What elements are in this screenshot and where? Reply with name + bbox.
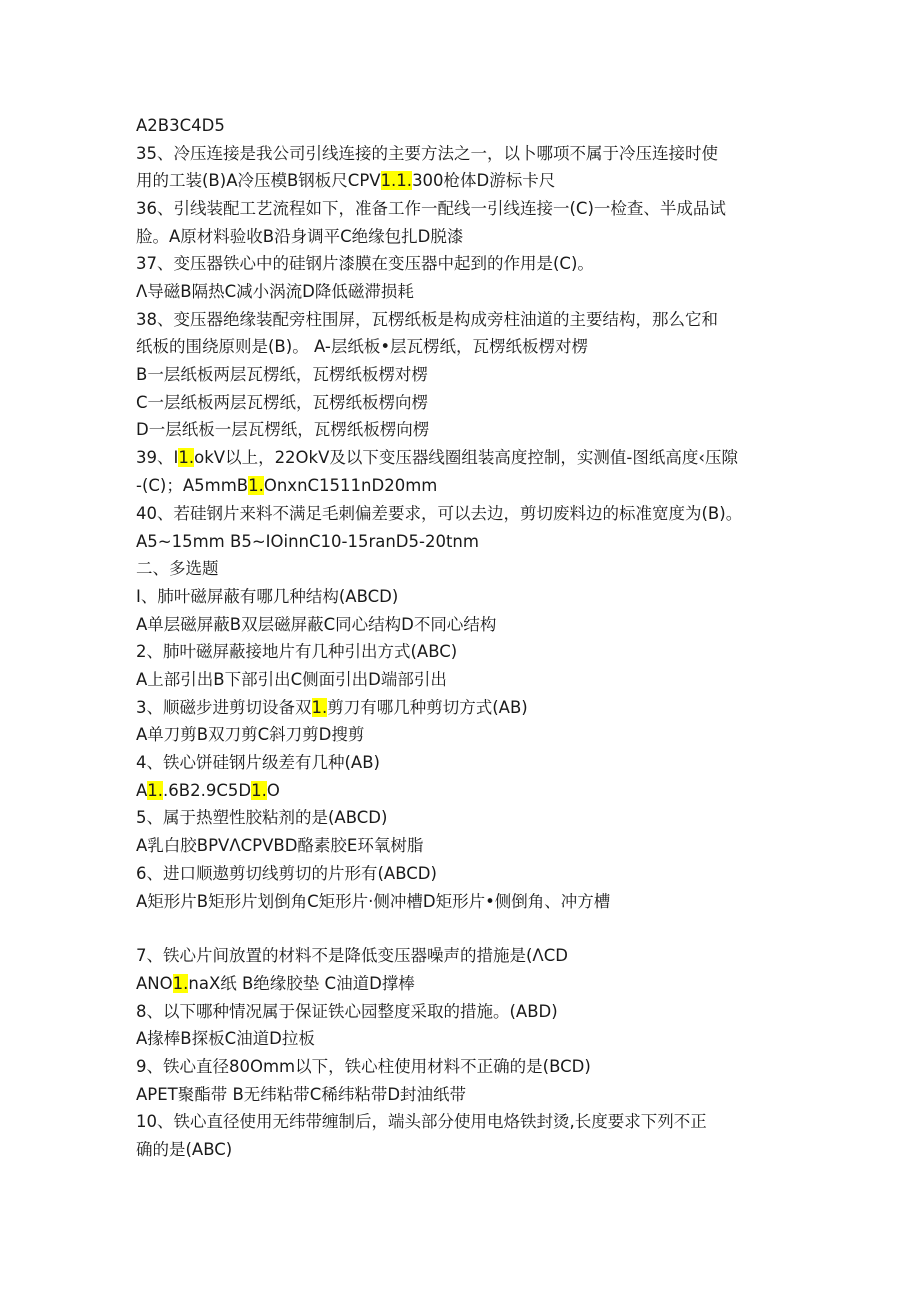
- line-text: 剪刀有哪几种剪切方式(AB): [327, 698, 528, 717]
- line-text: okV以上，22OkV及以下变压器线圈组装高度控制，实测值-图纸高度‹压隙: [194, 448, 738, 467]
- line-4: [136, 198, 726, 220]
- line-24: [136, 752, 380, 774]
- line-35: [136, 1084, 466, 1106]
- line-33: [136, 1028, 315, 1050]
- line-text: 35、冷压连接是我公司引线连接的主要方法之一，以卜哪项不属于冷压连接时使: [136, 144, 718, 163]
- line-37: [136, 1139, 232, 1161]
- line-text: naX纸 B绝缘胶垫 C油道D撑棒: [188, 974, 415, 993]
- highlighted-text: 1.1.: [380, 171, 413, 190]
- line-text: 用的工装(B)A冷压模B钢板尺CPV: [136, 171, 381, 190]
- line-34: [136, 1056, 591, 1078]
- line-text: 2、肺叶磁屏蔽接地片有几种引出方式(ABC): [136, 642, 458, 661]
- line-text: 纸板的围绕原则是(B)。 A-层纸板•层瓦楞纸，瓦楞纸板楞对楞: [136, 337, 589, 356]
- line-text: I、肺叶磁屏蔽有哪几种结构(ABCD): [136, 587, 399, 606]
- line-text: 8、以下哪种情况属于保证铁心园整度采取的措施。(ABD): [136, 1002, 558, 1021]
- line-text: 5、属于热塑性胶粘剂的是(ABCD): [136, 808, 388, 827]
- line-text: A5~15mm B5~IOinnC10-15ranD5-20tnm: [136, 532, 479, 551]
- line-text: A单刀剪B双刀剪C斜刀剪D搜剪: [136, 725, 365, 744]
- line-29: [136, 891, 610, 913]
- line-text: 4、铁心饼硅钢片级差有几种(AB): [136, 753, 380, 772]
- line-text: 10、铁心直径使用无纬带缠制后，端头部分使用电烙铁封烫,长度要求下列不正: [136, 1112, 707, 1131]
- line-text: Λ导磁B隔热C减小涡流D降低磁滞损耗: [136, 282, 414, 301]
- line-5: [136, 226, 463, 248]
- line-text: 38、变压器绝缘装配旁柱围屏，瓦楞纸板是构成旁柱油道的主要结构，那么它和: [136, 310, 718, 329]
- line-7: [136, 281, 414, 303]
- line-15: [136, 503, 742, 525]
- line-text: A掾棒B探板C油道D拉板: [136, 1029, 315, 1048]
- line-3: [136, 170, 555, 192]
- line-19: [136, 614, 496, 636]
- line-text: .6B2.9C5D: [163, 781, 252, 800]
- line-10: [136, 364, 428, 386]
- highlighted-text: 1.: [172, 974, 189, 993]
- line-text: O: [266, 781, 280, 800]
- line-16: [136, 531, 479, 553]
- line-text: A: [136, 781, 148, 800]
- line-22: [136, 697, 528, 719]
- line-text: 7、铁心片间放置的材料不是降低变压器噪声的措施是(ΛCD: [136, 946, 568, 965]
- line-text: 二、多选题: [136, 559, 219, 578]
- line-text: 脸。A原材料验收B沿身调平C绝缘包扎D脱漆: [136, 227, 464, 246]
- line-1: [136, 115, 225, 137]
- line-text: ANO: [136, 974, 173, 993]
- line-text: 9、铁心直径80Omm以下，铁心柱使用材料不正确的是(BCD): [136, 1057, 591, 1076]
- line-26: [136, 807, 387, 829]
- line-text: A矩形片B矩形片划倒角C矩形片·侧冲槽D矩形片•侧倒角、冲方槽: [136, 892, 611, 911]
- line-text: 40、若硅钢片来料不满足毛刺偏差要求，可以去边，剪切废料边的标准宽度为(B)。: [136, 504, 743, 523]
- line-text: A单层磁屏蔽B双层磁屏蔽C同心结构D不同心结构: [136, 615, 497, 634]
- line-18: [136, 586, 398, 608]
- line-31: [136, 973, 415, 995]
- line-text: 37、变压器铁心中的硅钢片漆膜在变压器中起到的作用是(C)。: [136, 254, 594, 273]
- line-6: [136, 253, 594, 275]
- highlighted-text: 1.: [311, 698, 328, 717]
- line-20: [136, 641, 457, 663]
- line-2: [136, 143, 718, 165]
- line-text: B一层纸板两层瓦楞纸，瓦楞纸板楞对楞: [136, 365, 428, 384]
- line-text: 36、引线装配工艺流程如下，准备工作一配线一引线连接一(C)一检查、半成品试: [136, 199, 726, 218]
- line-21: [136, 669, 447, 691]
- line-8: [136, 309, 718, 331]
- line-28: [136, 863, 437, 885]
- line-9: [136, 336, 588, 358]
- highlighted-text: 1.: [147, 781, 164, 800]
- line-text: A乳白胶BPVΛCPVBD酪素胶E环氧树脂: [136, 836, 424, 855]
- highlighted-text: 1.: [251, 781, 267, 800]
- line-text: 39、I: [136, 448, 179, 467]
- section-heading: [136, 558, 219, 580]
- line-13: [136, 447, 738, 469]
- line-text: -(C)；A5mmB: [136, 476, 249, 495]
- line-12: [136, 419, 429, 441]
- line-text: A2B3C4D5: [136, 116, 225, 135]
- line-14: [136, 475, 437, 497]
- line-32: [136, 1001, 558, 1023]
- highlighted-text: 1.: [178, 448, 195, 467]
- line-30: [136, 945, 568, 967]
- line-text: 确的是(ABC): [136, 1140, 233, 1159]
- line-36: [136, 1111, 707, 1133]
- line-text: A上部引出B下部引出C侧面引出D端部引出: [136, 670, 447, 689]
- line-text: APET聚酯带 B无纬粘带C稀纬粘带D封油纸带: [136, 1085, 467, 1104]
- line-25: [136, 780, 280, 802]
- highlighted-text: 1.: [248, 476, 264, 495]
- line-text: 6、进口顺遨剪切线剪切的片形有(ABCD): [136, 864, 437, 883]
- line-text: C一层纸板两层瓦楞纸，瓦楞纸板楞向楞: [136, 393, 429, 412]
- line-text: D一层纸板一层瓦楞纸，瓦楞纸板楞向楞: [136, 420, 430, 439]
- line-27: [136, 835, 423, 857]
- line-11: [136, 392, 428, 414]
- line-text: OnxnC1511nD20mm: [263, 476, 438, 495]
- line-23: [136, 724, 364, 746]
- line-text: 300枪体D游标卡尺: [412, 171, 556, 190]
- line-text: 3、顺磁步进剪切设备双: [136, 698, 312, 717]
